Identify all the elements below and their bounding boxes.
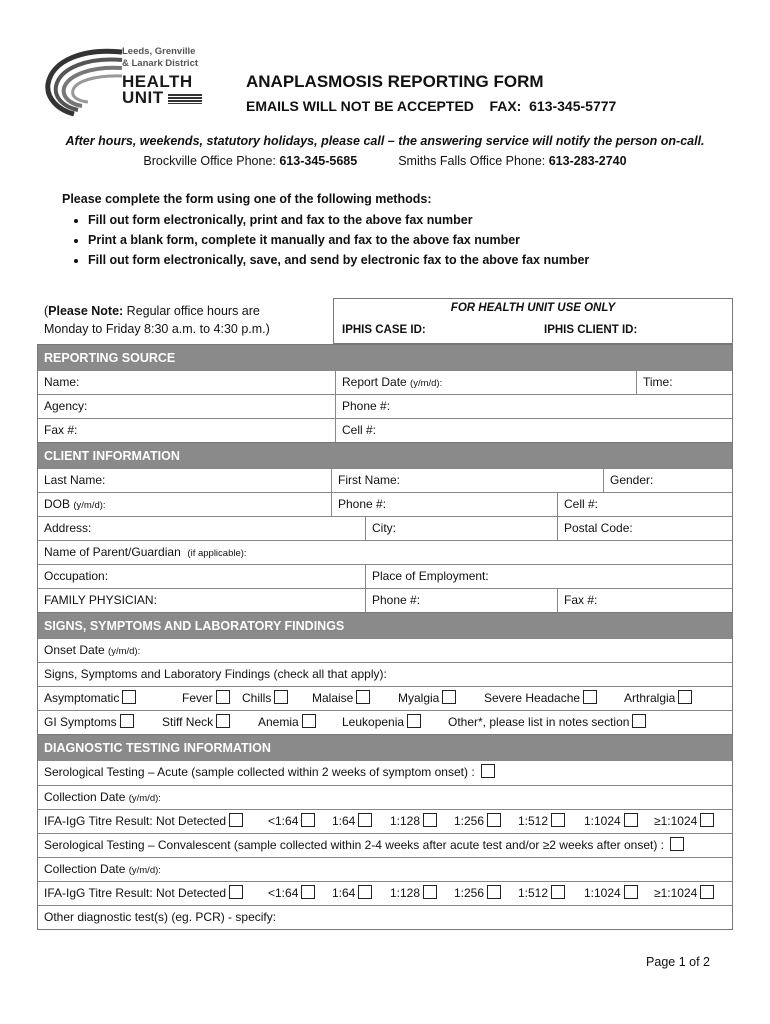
gender-field[interactable]: Gender: [603,469,734,492]
office-hours-note: (Please Note: Regular office hours are Monday to Friday 8:30 a.m. to 4:30 p.m.) [44,304,270,336]
onset-date-field[interactable]: Onset Date (y/m/d): [44,643,141,657]
symptom-fever: Fever [182,687,230,710]
agency-field[interactable]: Agency: [44,399,88,413]
source-fax-field[interactable]: Fax #: [44,423,78,437]
symptom-leukopenia: Leukopenia [342,711,421,734]
conv-titre-not-detected: IFA-IgG Titre Result: Not Detected [44,882,243,905]
section-diagnostic-testing: DIAGNOSTIC TESTING INFORMATION [38,734,732,760]
health-unit-use-box [333,298,733,344]
logo-bars [168,94,202,104]
please-note-label: Please Note: [48,304,124,318]
conv-titre-64: 1:64 [332,882,372,905]
logo-swoosh-icon [44,44,124,118]
symptom-anemia: Anemia [258,711,316,734]
conv-ge1024-checkbox[interactable] [700,885,714,899]
gi-symptoms-checkbox[interactable] [120,714,134,728]
conv-1024-checkbox[interactable] [624,885,638,899]
last-name-field[interactable]: Last Name: [44,473,106,487]
chills-checkbox[interactable] [274,690,288,704]
symptom-chills: Chills [242,687,288,710]
city-field[interactable]: City: [365,517,557,540]
after-hours-note: After hours, weekends, statutory holidays, please call – the answering service will notify the person on-call. [65,134,705,148]
report-date-field[interactable]: Report Date (y/m/d): [335,371,636,394]
dob-field[interactable]: DOB (y/m/d): [44,497,106,511]
method-item: • Print a blank form, complete it manually and fax to the above fax number [88,230,589,250]
logo-unit: UNIT [122,88,164,107]
logo-health: HEALTH [122,72,193,91]
family-physician-field[interactable]: FAMILY PHYSICIAN: [44,593,157,607]
report-time-field[interactable]: Time: [636,371,734,394]
acute-64-checkbox[interactable] [358,813,372,827]
conv-512-checkbox[interactable] [551,885,565,899]
physician-fax-field[interactable]: Fax #: [557,589,734,612]
acute-1024-checkbox[interactable] [624,813,638,827]
acute-titre-1024: 1:1024 [584,810,638,833]
occupation-field[interactable]: Occupation: [44,569,109,583]
acute-not-detected-checkbox[interactable] [229,813,243,827]
smiths-falls-number: 613-283-2740 [548,154,627,168]
address-field[interactable]: Address: [44,521,92,535]
acute-collection-date-field[interactable]: Collection Date (y/m/d): [44,790,161,804]
myalgia-checkbox[interactable] [442,690,456,704]
malaise-checkbox[interactable] [356,690,370,704]
conv-titre-1024: 1:1024 [584,882,638,905]
acute-titre-64: 1:64 [332,810,372,833]
acute-lt64-checkbox[interactable] [301,813,315,827]
reporting-form [37,344,733,930]
client-phone-field[interactable]: Phone #: [331,493,557,516]
other-diagnostic-field[interactable]: Other diagnostic test(s) (eg. PCR) - specify: [44,910,277,924]
arthralgia-checkbox[interactable] [678,690,692,704]
symptom-malaise: Malaise [312,687,370,710]
source-phone-field[interactable]: Phone #: [335,395,734,418]
acute-ge1024-checkbox[interactable] [700,813,714,827]
brockville-number: 613-345-5685 [279,154,358,168]
acute-titre-128: 1:128 [390,810,437,833]
section-client-information: CLIENT INFORMATION [38,442,732,468]
acute-titre-512: 1:512 [518,810,565,833]
asymptomatic-checkbox[interactable] [122,690,136,704]
smiths-falls-label: Smiths Falls Office Phone: [398,154,549,168]
other-symptom-checkbox[interactable] [632,714,646,728]
page-number: Page 1 of 2 [646,955,710,969]
acute-testing-checkbox[interactable] [481,764,495,778]
office-phones [0,154,770,168]
symptom-other: Other*, please list in notes section [448,711,646,734]
logo-line-2: & Lanark District [122,58,199,69]
convalescent-testing: Serological Testing – Convalescent (sample collected within 2-4 weeks after acute test and/or ≥2 weeks after onset) : [38,834,734,857]
severe-headache-checkbox[interactable] [583,690,597,704]
conv-128-checkbox[interactable] [423,885,437,899]
client-cell-field[interactable]: Cell #: [557,493,734,516]
source-cell-field[interactable]: Cell #: [335,419,734,442]
health-unit-use-title: FOR HEALTH UNIT USE ONLY [450,302,616,314]
acute-titre-ge1024: ≥1:1024 [654,810,714,833]
acute-testing: Serological Testing – Acute (sample collected within 2 weeks of symptom onset) : [38,761,734,785]
first-name-field[interactable]: First Name: [331,469,603,492]
symptom-arthralgia: Arthralgia [624,687,692,710]
convalescent-testing-checkbox[interactable] [670,837,684,851]
methods-block [62,192,589,270]
acute-128-checkbox[interactable] [423,813,437,827]
acute-titre-lt64: <1:64 [268,810,315,833]
conv-titre-256: 1:256 [454,882,501,905]
logo-line-1: Leeds, Grenville [122,46,196,57]
conv-lt64-checkbox[interactable] [301,885,315,899]
symptom-gi: GI Symptoms [44,711,134,734]
stiff-neck-checkbox[interactable] [216,714,230,728]
conv-not-detected-checkbox[interactable] [229,885,243,899]
conv-64-checkbox[interactable] [358,885,372,899]
symptom-severe-headache: Severe Headache [484,687,597,710]
form-subtitle: EMAILS WILL NOT BE ACCEPTED FAX: 613-345-5777 [246,98,617,114]
section-reporting-source: REPORTING SOURCE [38,344,732,370]
conv-titre-512: 1:512 [518,882,565,905]
leukopenia-checkbox[interactable] [407,714,421,728]
form-title: ANAPLASMOSIS REPORTING FORM [246,72,544,91]
acute-titre-not-detected: IFA-IgG Titre Result: Not Detected [44,810,243,833]
anemia-checkbox[interactable] [302,714,316,728]
conv-titre-lt64: <1:64 [268,882,315,905]
acute-512-checkbox[interactable] [551,813,565,827]
convalescent-collection-date-field[interactable]: Collection Date (y/m/d): [44,862,161,876]
parent-guardian-field[interactable]: Name of Parent/Guardian (if applicable): [44,545,247,559]
method-item: • Fill out form electronically, save, and send by electronic fax to the above fax number [88,250,589,270]
employment-field[interactable]: Place of Employment: [365,565,734,588]
iphis-case-id[interactable]: IPHIS CASE ID: [342,324,426,336]
brockville-label: Brockville Office Phone: [143,154,280,168]
symptom-asymptomatic: Asymptomatic [44,687,136,710]
iphis-client-id[interactable]: IPHIS CLIENT ID: [544,324,638,336]
methods-intro: Please complete the form using one of the following methods: [62,192,432,206]
symptom-myalgia: Myalgia [398,687,456,710]
acute-256-checkbox[interactable] [487,813,501,827]
symptom-stiff-neck: Stiff Neck [162,711,230,734]
check-all-label: Signs, Symptoms and Laboratory Findings (check all that apply): [44,667,387,681]
health-unit-logo [44,44,204,118]
postal-code-field[interactable]: Postal Code: [557,517,734,540]
conv-titre-ge1024: ≥1:1024 [654,882,714,905]
fever-checkbox[interactable] [216,690,230,704]
conv-256-checkbox[interactable] [487,885,501,899]
physician-phone-field[interactable]: Phone #: [365,589,557,612]
acute-titre-256: 1:256 [454,810,501,833]
source-name-field[interactable]: Name: [44,375,80,389]
section-signs-symptoms: SIGNS, SYMPTOMS AND LABORATORY FINDINGS [38,612,732,638]
method-item: • Fill out form electronically, print and fax to the above fax number [88,210,589,230]
conv-titre-128: 1:128 [390,882,437,905]
